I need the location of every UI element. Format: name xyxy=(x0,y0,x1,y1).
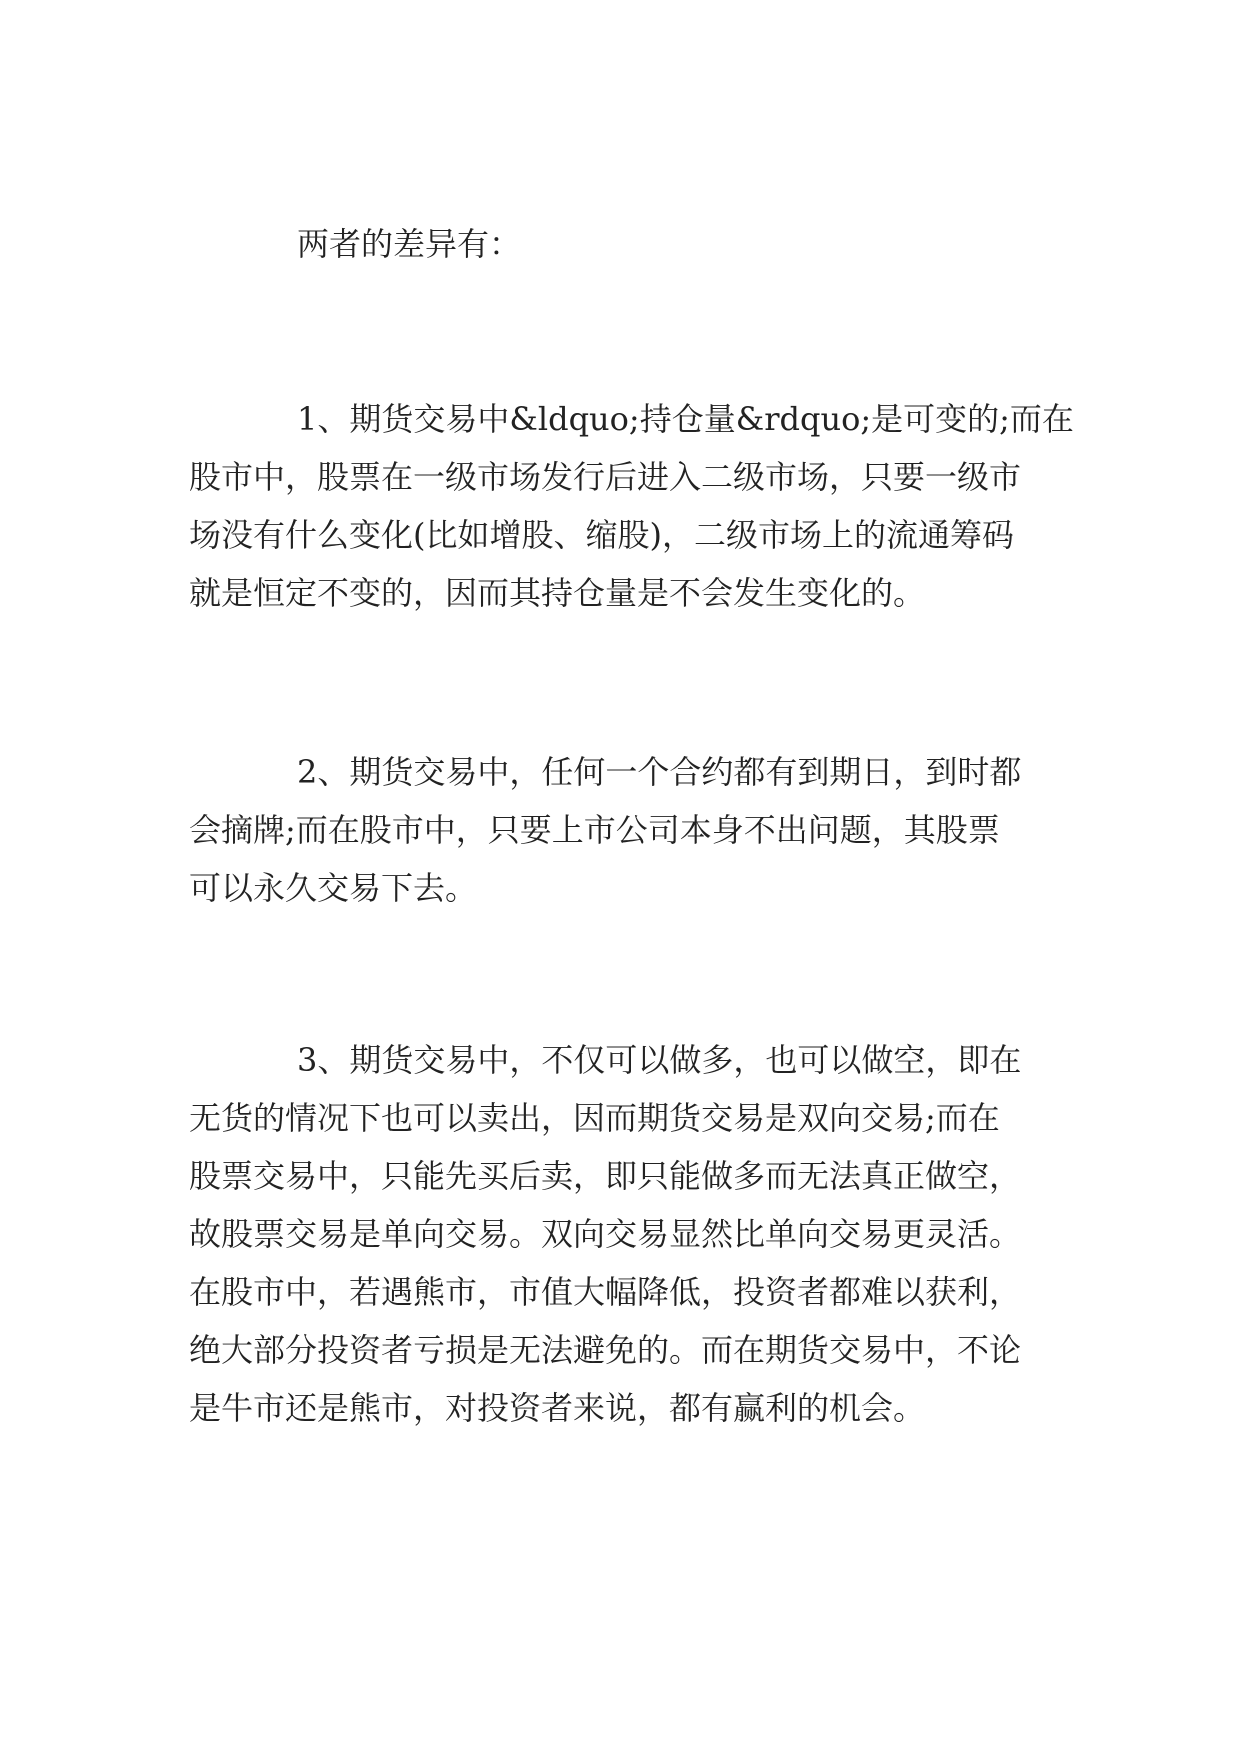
paragraph-3-line-2: 无货的情况下也可以卖出，因而期货交易是双向交易;而在 xyxy=(189,1099,1000,1137)
paragraph-3-line-3: 股票交易中，只能先买后卖，即只能做多而无法真正做空， xyxy=(189,1157,1022,1195)
paragraph-1-line-2: 股市中，股票在一级市场发行后进入二级市场，只要一级市 xyxy=(189,458,1022,496)
paragraph-3-line-4: 故股票交易是单向交易。双向交易显然比单向交易更灵活。 xyxy=(189,1215,1022,1253)
paragraph-3-line-1: 3、期货交易中，不仅可以做多，也可以做空，即在 xyxy=(297,1041,1022,1079)
paragraph-1-line-1: 1、期货交易中&ldquo;持仓量&rdquo;是可变的;而在 xyxy=(297,400,1074,438)
paragraph-1-line-4: 就是恒定不变的，因而其持仓量是不会发生变化的。 xyxy=(189,574,926,612)
paragraph-3 xyxy=(189,1031,1057,1437)
paragraph-2-line-3: 可以永久交易下去。 xyxy=(189,869,478,907)
paragraph-3-line-6: 绝大部分投资者亏损是无法避免的。而在期货交易中，不论 xyxy=(189,1331,1022,1369)
paragraph-1-line-3: 场没有什么变化(比如增股、缩股)，二级市场上的流通筹码 xyxy=(189,516,1014,554)
paragraph-2-line-2: 会摘牌;而在股市中，只要上市公司本身不出问题，其股票 xyxy=(189,811,1000,849)
paragraph-3-line-5: 在股市中，若遇熊市，市值大幅降低，投资者都难以获利， xyxy=(189,1273,1022,1311)
intro-text: 两者的差异有： xyxy=(297,225,522,263)
paragraph-3-line-7: 是牛市还是熊市，对投资者来说，都有赢利的机会。 xyxy=(189,1389,926,1427)
paragraph-2-line-1: 2、期货交易中，任何一个合约都有到期日，到时都 xyxy=(297,753,1022,791)
paragraph-2 xyxy=(189,743,1057,917)
intro-block xyxy=(189,215,1057,273)
paragraph-1 xyxy=(189,390,1074,622)
